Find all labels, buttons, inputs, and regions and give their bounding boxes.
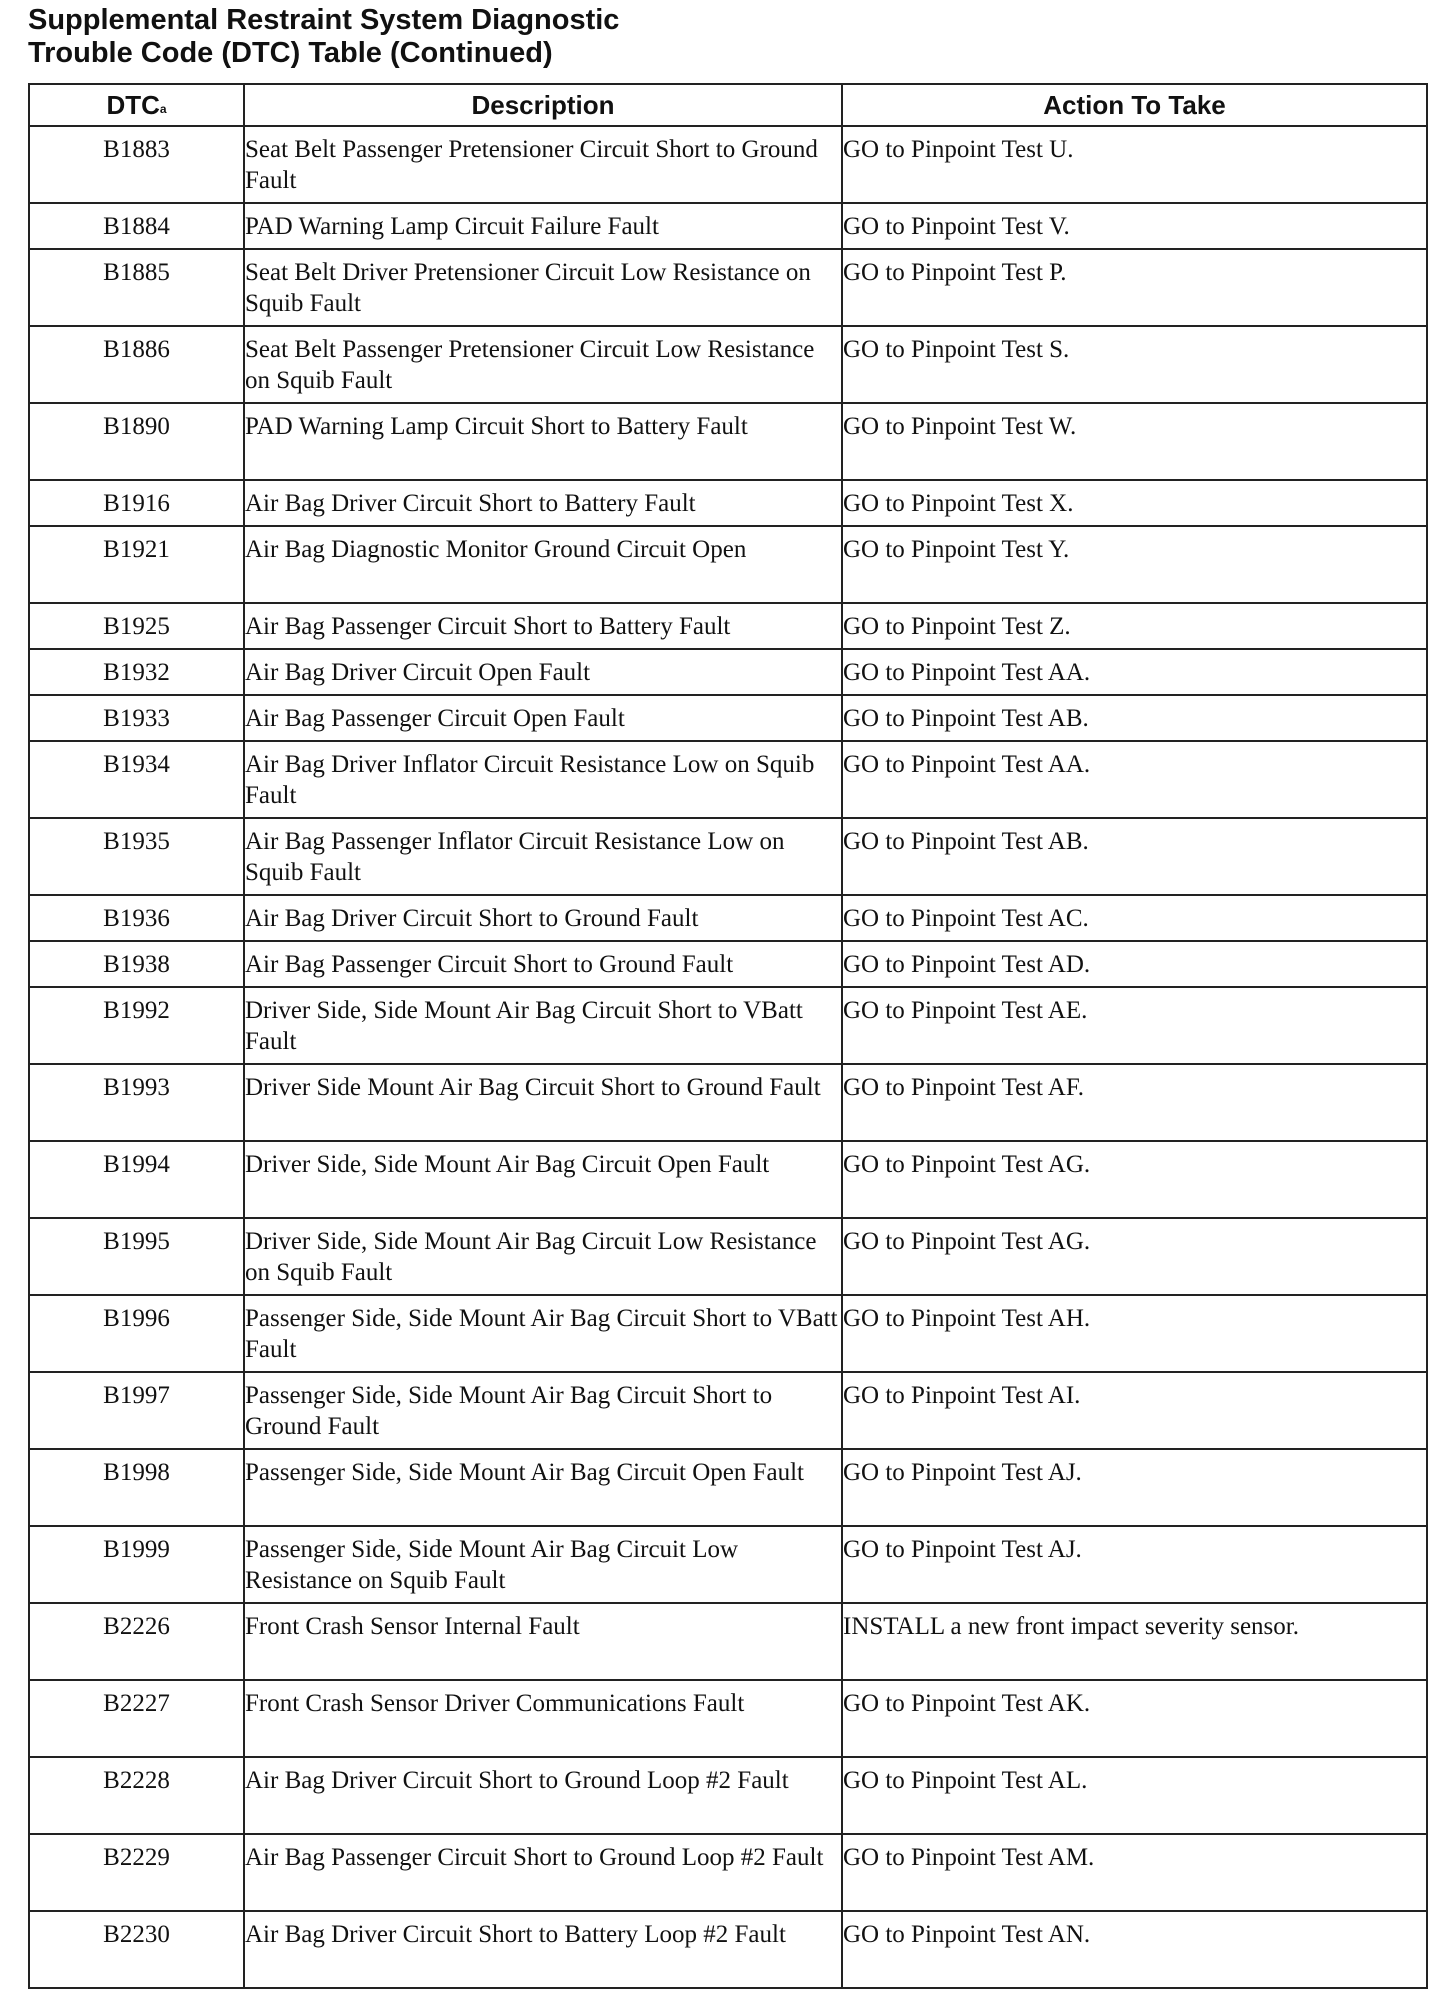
table-row [29, 1295, 1427, 1372]
dtc-description: Passenger Side, Side Mount Air Bag Circuit Low Resistance on Squib Fault [244, 1526, 842, 1603]
dtc-description: PAD Warning Lamp Circuit Short to Battery Fault [244, 403, 842, 480]
dtc-code: B1925 [29, 603, 244, 649]
dtc-action: GO to Pinpoint Test AF. [842, 1064, 1427, 1141]
dtc-description: Driver Side, Side Mount Air Bag Circuit Open Fault [244, 1141, 842, 1218]
dtc-code: B1999 [29, 1526, 244, 1603]
dtc-action: INSTALL a new front impact severity sensor. [842, 1603, 1427, 1680]
dtc-description: Air Bag Driver Circuit Short to Ground Fault [244, 895, 842, 941]
table-row [29, 603, 1427, 649]
dtc-action: GO to Pinpoint Test AA. [842, 649, 1427, 695]
dtc-code: B1996 [29, 1295, 244, 1372]
dtc-code: B2226 [29, 1603, 244, 1680]
dtc-action: GO to Pinpoint Test AG. [842, 1141, 1427, 1218]
dtc-code: B1916 [29, 480, 244, 526]
dtc-description: Air Bag Passenger Circuit Short to Ground Loop #2 Fault [244, 1834, 842, 1911]
table-row [29, 126, 1427, 203]
table-row [29, 326, 1427, 403]
table-row [29, 1834, 1427, 1911]
dtc-description: Front Crash Sensor Internal Fault [244, 1603, 842, 1680]
dtc-code: B2230 [29, 1911, 244, 1988]
title-line-1: Supplemental Restraint System Diagnostic [28, 4, 620, 36]
dtc-description: Driver Side, Side Mount Air Bag Circuit Short to VBatt Fault [244, 987, 842, 1064]
dtc-action: GO to Pinpoint Test AK. [842, 1680, 1427, 1757]
dtc-action: GO to Pinpoint Test AB. [842, 818, 1427, 895]
dtc-description: Driver Side Mount Air Bag Circuit Short to Ground Fault [244, 1064, 842, 1141]
dtc-description: Air Bag Diagnostic Monitor Ground Circuit Open [244, 526, 842, 603]
dtc-action: GO to Pinpoint Test AE. [842, 987, 1427, 1064]
dtc-code: B1885 [29, 249, 244, 326]
dtc-action: GO to Pinpoint Test Y. [842, 526, 1427, 603]
dtc-description: Passenger Side, Side Mount Air Bag Circuit Short to Ground Fault [244, 1372, 842, 1449]
dtc-code: B2227 [29, 1680, 244, 1757]
dtc-action: GO to Pinpoint Test AM. [842, 1834, 1427, 1911]
dtc-description: Air Bag Passenger Circuit Open Fault [244, 695, 842, 741]
dtc-description: Passenger Side, Side Mount Air Bag Circuit Short to VBatt Fault [244, 1295, 842, 1372]
table-row [29, 526, 1427, 603]
header-description: Description [244, 84, 842, 126]
dtc-action: GO to Pinpoint Test AJ. [842, 1449, 1427, 1526]
dtc-description: Air Bag Passenger Inflator Circuit Resistance Low on Squib Fault [244, 818, 842, 895]
table-row [29, 987, 1427, 1064]
dtc-description: Air Bag Driver Inflator Circuit Resistance Low on Squib Fault [244, 741, 842, 818]
dtc-action: GO to Pinpoint Test S. [842, 326, 1427, 403]
table-row [29, 1141, 1427, 1218]
dtc-description: Air Bag Driver Circuit Short to Ground Loop #2 Fault [244, 1757, 842, 1834]
dtc-code: B1936 [29, 895, 244, 941]
table-row [29, 1449, 1427, 1526]
dtc-code: B1921 [29, 526, 244, 603]
dtc-code: B1890 [29, 403, 244, 480]
dtc-action: GO to Pinpoint Test AI. [842, 1372, 1427, 1449]
table-row [29, 203, 1427, 249]
table-row [29, 895, 1427, 941]
header-dtc: DTC$^a$ [29, 84, 244, 126]
dtc-code: B1933 [29, 695, 244, 741]
title-line-2: Trouble Code (DTC) Table (Continued) [28, 37, 553, 69]
dtc-action: GO to Pinpoint Test AJ. [842, 1526, 1427, 1603]
dtc-description: Air Bag Driver Circuit Short to Battery Loop #2 Fault [244, 1911, 842, 1988]
table-row [29, 1218, 1427, 1295]
dtc-action: GO to Pinpoint Test P. [842, 249, 1427, 326]
dtc-action: GO to Pinpoint Test AC. [842, 895, 1427, 941]
table-row [29, 741, 1427, 818]
dtc-table [28, 83, 1428, 1989]
dtc-code: B1884 [29, 203, 244, 249]
dtc-description: Driver Side, Side Mount Air Bag Circuit Low Resistance on Squib Fault [244, 1218, 842, 1295]
table-row [29, 403, 1427, 480]
dtc-description: Seat Belt Driver Pretensioner Circuit Low Resistance on Squib Fault [244, 249, 842, 326]
table-row [29, 1372, 1427, 1449]
table-header-row [29, 84, 1427, 126]
dtc-description: Seat Belt Passenger Pretensioner Circuit Short to Ground Fault [244, 126, 842, 203]
table-row [29, 1911, 1427, 1988]
table-row [29, 1680, 1427, 1757]
dtc-action: GO to Pinpoint Test U. [842, 126, 1427, 203]
dtc-code: B1994 [29, 1141, 244, 1218]
dtc-code: B1883 [29, 126, 244, 203]
dtc-code: B1992 [29, 987, 244, 1064]
dtc-code: B1938 [29, 941, 244, 987]
dtc-action: GO to Pinpoint Test AL. [842, 1757, 1427, 1834]
dtc-action: GO to Pinpoint Test AG. [842, 1218, 1427, 1295]
dtc-description: Front Crash Sensor Driver Communications Fault [244, 1680, 842, 1757]
table-row [29, 695, 1427, 741]
dtc-code: B1934 [29, 741, 244, 818]
table-row [29, 818, 1427, 895]
table-row [29, 649, 1427, 695]
dtc-action: GO to Pinpoint Test V. [842, 203, 1427, 249]
dtc-action: GO to Pinpoint Test AH. [842, 1295, 1427, 1372]
dtc-description: Air Bag Passenger Circuit Short to Ground Fault [244, 941, 842, 987]
dtc-code: B1935 [29, 818, 244, 895]
dtc-description: Air Bag Passenger Circuit Short to Battery Fault [244, 603, 842, 649]
dtc-description: Passenger Side, Side Mount Air Bag Circuit Open Fault [244, 1449, 842, 1526]
dtc-code: B1886 [29, 326, 244, 403]
table-row [29, 1526, 1427, 1603]
table-row [29, 480, 1427, 526]
table-row [29, 1757, 1427, 1834]
table-row [29, 941, 1427, 987]
table-row [29, 249, 1427, 326]
dtc-action: GO to Pinpoint Test AB. [842, 695, 1427, 741]
dtc-action: GO to Pinpoint Test AD. [842, 941, 1427, 987]
dtc-code: B1932 [29, 649, 244, 695]
dtc-code: B1993 [29, 1064, 244, 1141]
dtc-description: Seat Belt Passenger Pretensioner Circuit Low Resistance on Squib Fault [244, 326, 842, 403]
dtc-code: B1998 [29, 1449, 244, 1526]
dtc-action: GO to Pinpoint Test AN. [842, 1911, 1427, 1988]
page-title [28, 4, 619, 70]
dtc-description: Air Bag Driver Circuit Open Fault [244, 649, 842, 695]
dtc-action: GO to Pinpoint Test Z. [842, 603, 1427, 649]
dtc-code: B1995 [29, 1218, 244, 1295]
header-action: Action To Take [842, 84, 1427, 126]
dtc-code: B2229 [29, 1834, 244, 1911]
dtc-action: GO to Pinpoint Test W. [842, 403, 1427, 480]
table-row [29, 1064, 1427, 1141]
dtc-description: Air Bag Driver Circuit Short to Battery Fault [244, 480, 842, 526]
dtc-footnote-marker: a [159, 102, 167, 116]
dtc-action: GO to Pinpoint Test AA. [842, 741, 1427, 818]
dtc-code: B2228 [29, 1757, 244, 1834]
table-row [29, 1603, 1427, 1680]
dtc-action: GO to Pinpoint Test X. [842, 480, 1427, 526]
dtc-code: B1997 [29, 1372, 244, 1449]
dtc-description: PAD Warning Lamp Circuit Failure Fault [244, 203, 842, 249]
